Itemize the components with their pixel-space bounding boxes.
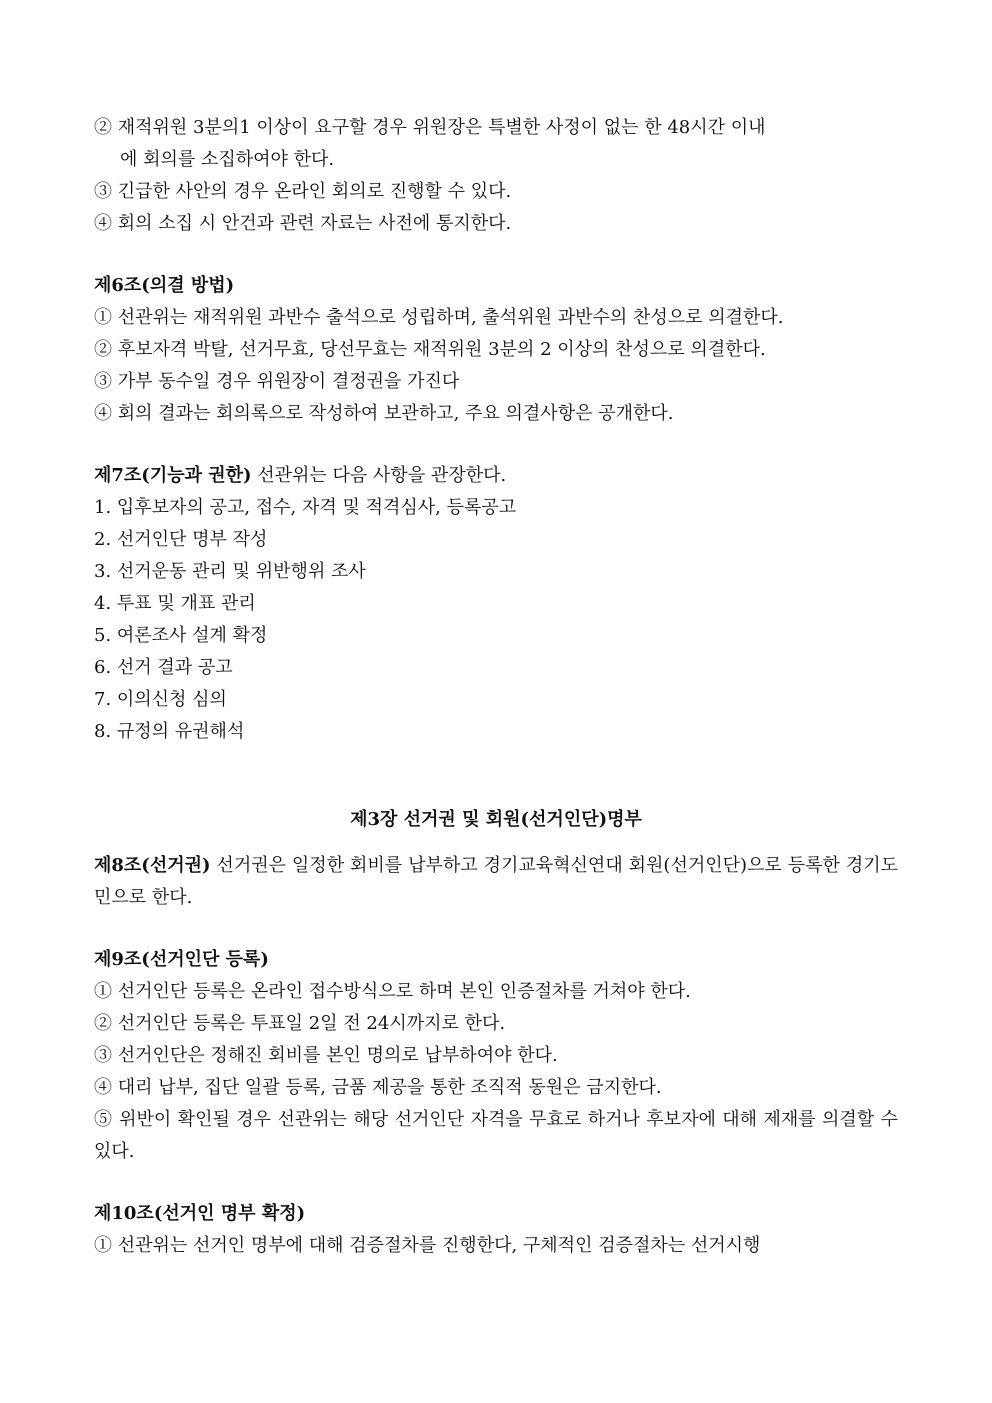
spacer	[94, 836, 898, 850]
article-7-heading: 제7조(기능과 권한)	[94, 465, 252, 486]
article-7-item: 8. 규정의 유권해석	[94, 721, 245, 742]
art5-item-3: ③ 긴급한 사안의 경우 온라인 회의로 진행할 수 있다.	[94, 181, 512, 202]
article-7-item: 7. 이의신청 심의	[94, 689, 227, 710]
article-7-intro: 선관위는 다음 사항을 관장한다.	[251, 465, 507, 486]
chapter-3-title: 제3장 선거권 및 회원(선거인단)명부	[350, 809, 642, 830]
article-7-item: 6. 선거 결과 공고	[94, 657, 233, 678]
article-10-item-1: ① 선관위는 선거인 명부에 대해 검증절차를 진행한다, 구체적인 검증절차는 선거시행	[94, 1235, 761, 1256]
article-9-item: ③ 선거인단은 정해진 회비를 본인 명의로 납부하여야 한다.	[94, 1045, 558, 1066]
article-9-item: ② 선거인단 등록은 투표일 2일 전 24시까지로 한다.	[94, 1013, 506, 1034]
article-6-heading: 제6조(의결 방법)	[94, 275, 235, 296]
article-10-heading: 제10조(선거인 명부 확정)	[94, 1203, 306, 1224]
article-6-item: ② 후보자격 박탈, 선거무효, 당선무효는 재적위원 3분의 2 이상의 찬성으로 의결한다.	[94, 339, 766, 360]
article-7-item: 3. 선거운동 관리 및 위반행위 조사	[94, 561, 366, 582]
page-content	[94, 112, 898, 1262]
spacer	[94, 1168, 898, 1198]
art5-item-2-line1: ② 재적위원 3분의1 이상이 요구할 경우 위원장은 특별한 사정이 없는 한 48시간 이내	[94, 117, 766, 138]
article-7-item: 4. 투표 및 개표 관리	[94, 593, 256, 614]
article-7-item: 2. 선거인단 명부 작성	[94, 529, 268, 550]
article-9-item: ① 선거인단 등록은 온라인 접수방식으로 하며 본인 인증절차를 거쳐야 한다.	[94, 981, 691, 1002]
article-7-item: 5. 여론조사 설계 확정	[94, 625, 268, 646]
art5-item-4: ④ 회의 소집 시 안건과 관련 자료는 사전에 통지한다.	[94, 213, 512, 234]
article-8-heading: 제8조(선거권)	[94, 855, 211, 876]
article-9-heading: 제9조(선거인단 등록)	[94, 949, 269, 970]
article-9-item: ④ 대리 납부, 집단 일괄 등록, 금품 제공을 통한 조직적 동원은 금지한다.	[94, 1077, 662, 1098]
article-7-intro-line	[94, 460, 898, 492]
spacer	[94, 240, 898, 270]
article-6-item: ① 선관위는 재적위원 과반수 출석으로 성립하며, 출석위원 과반수의 찬성으로 의결한다.	[94, 307, 784, 328]
spacer	[94, 430, 898, 460]
article-6-item: ③ 가부 동수일 경우 위원장이 결정권을 가진다	[94, 371, 460, 392]
spacer	[94, 748, 898, 804]
article-6-item: ④ 회의 결과는 회의록으로 작성하여 보관하고, 주요 의결사항은 공개한다.	[94, 403, 674, 424]
art5-item-2-line2: 에 회의를 소집하여야 한다.	[120, 149, 335, 170]
article-8-body: 선거권은 일정한 회비를 납부하고 경기교육혁신연대 회원(선거인단)으로 등록한 경기도민으로 한다.	[94, 855, 898, 908]
article-7-item: 1. 입후보자의 공고, 접수, 자격 및 적격심사, 등록공고	[94, 497, 517, 518]
article-9-item-5: ⑤ 위반이 확인될 경우 선관위는 해당 선거인단 자격을 무효로 하거나 후보자에 대해 제재를 의결할 수 있다.	[94, 1109, 898, 1162]
spacer	[94, 914, 898, 944]
article-8	[94, 850, 898, 914]
